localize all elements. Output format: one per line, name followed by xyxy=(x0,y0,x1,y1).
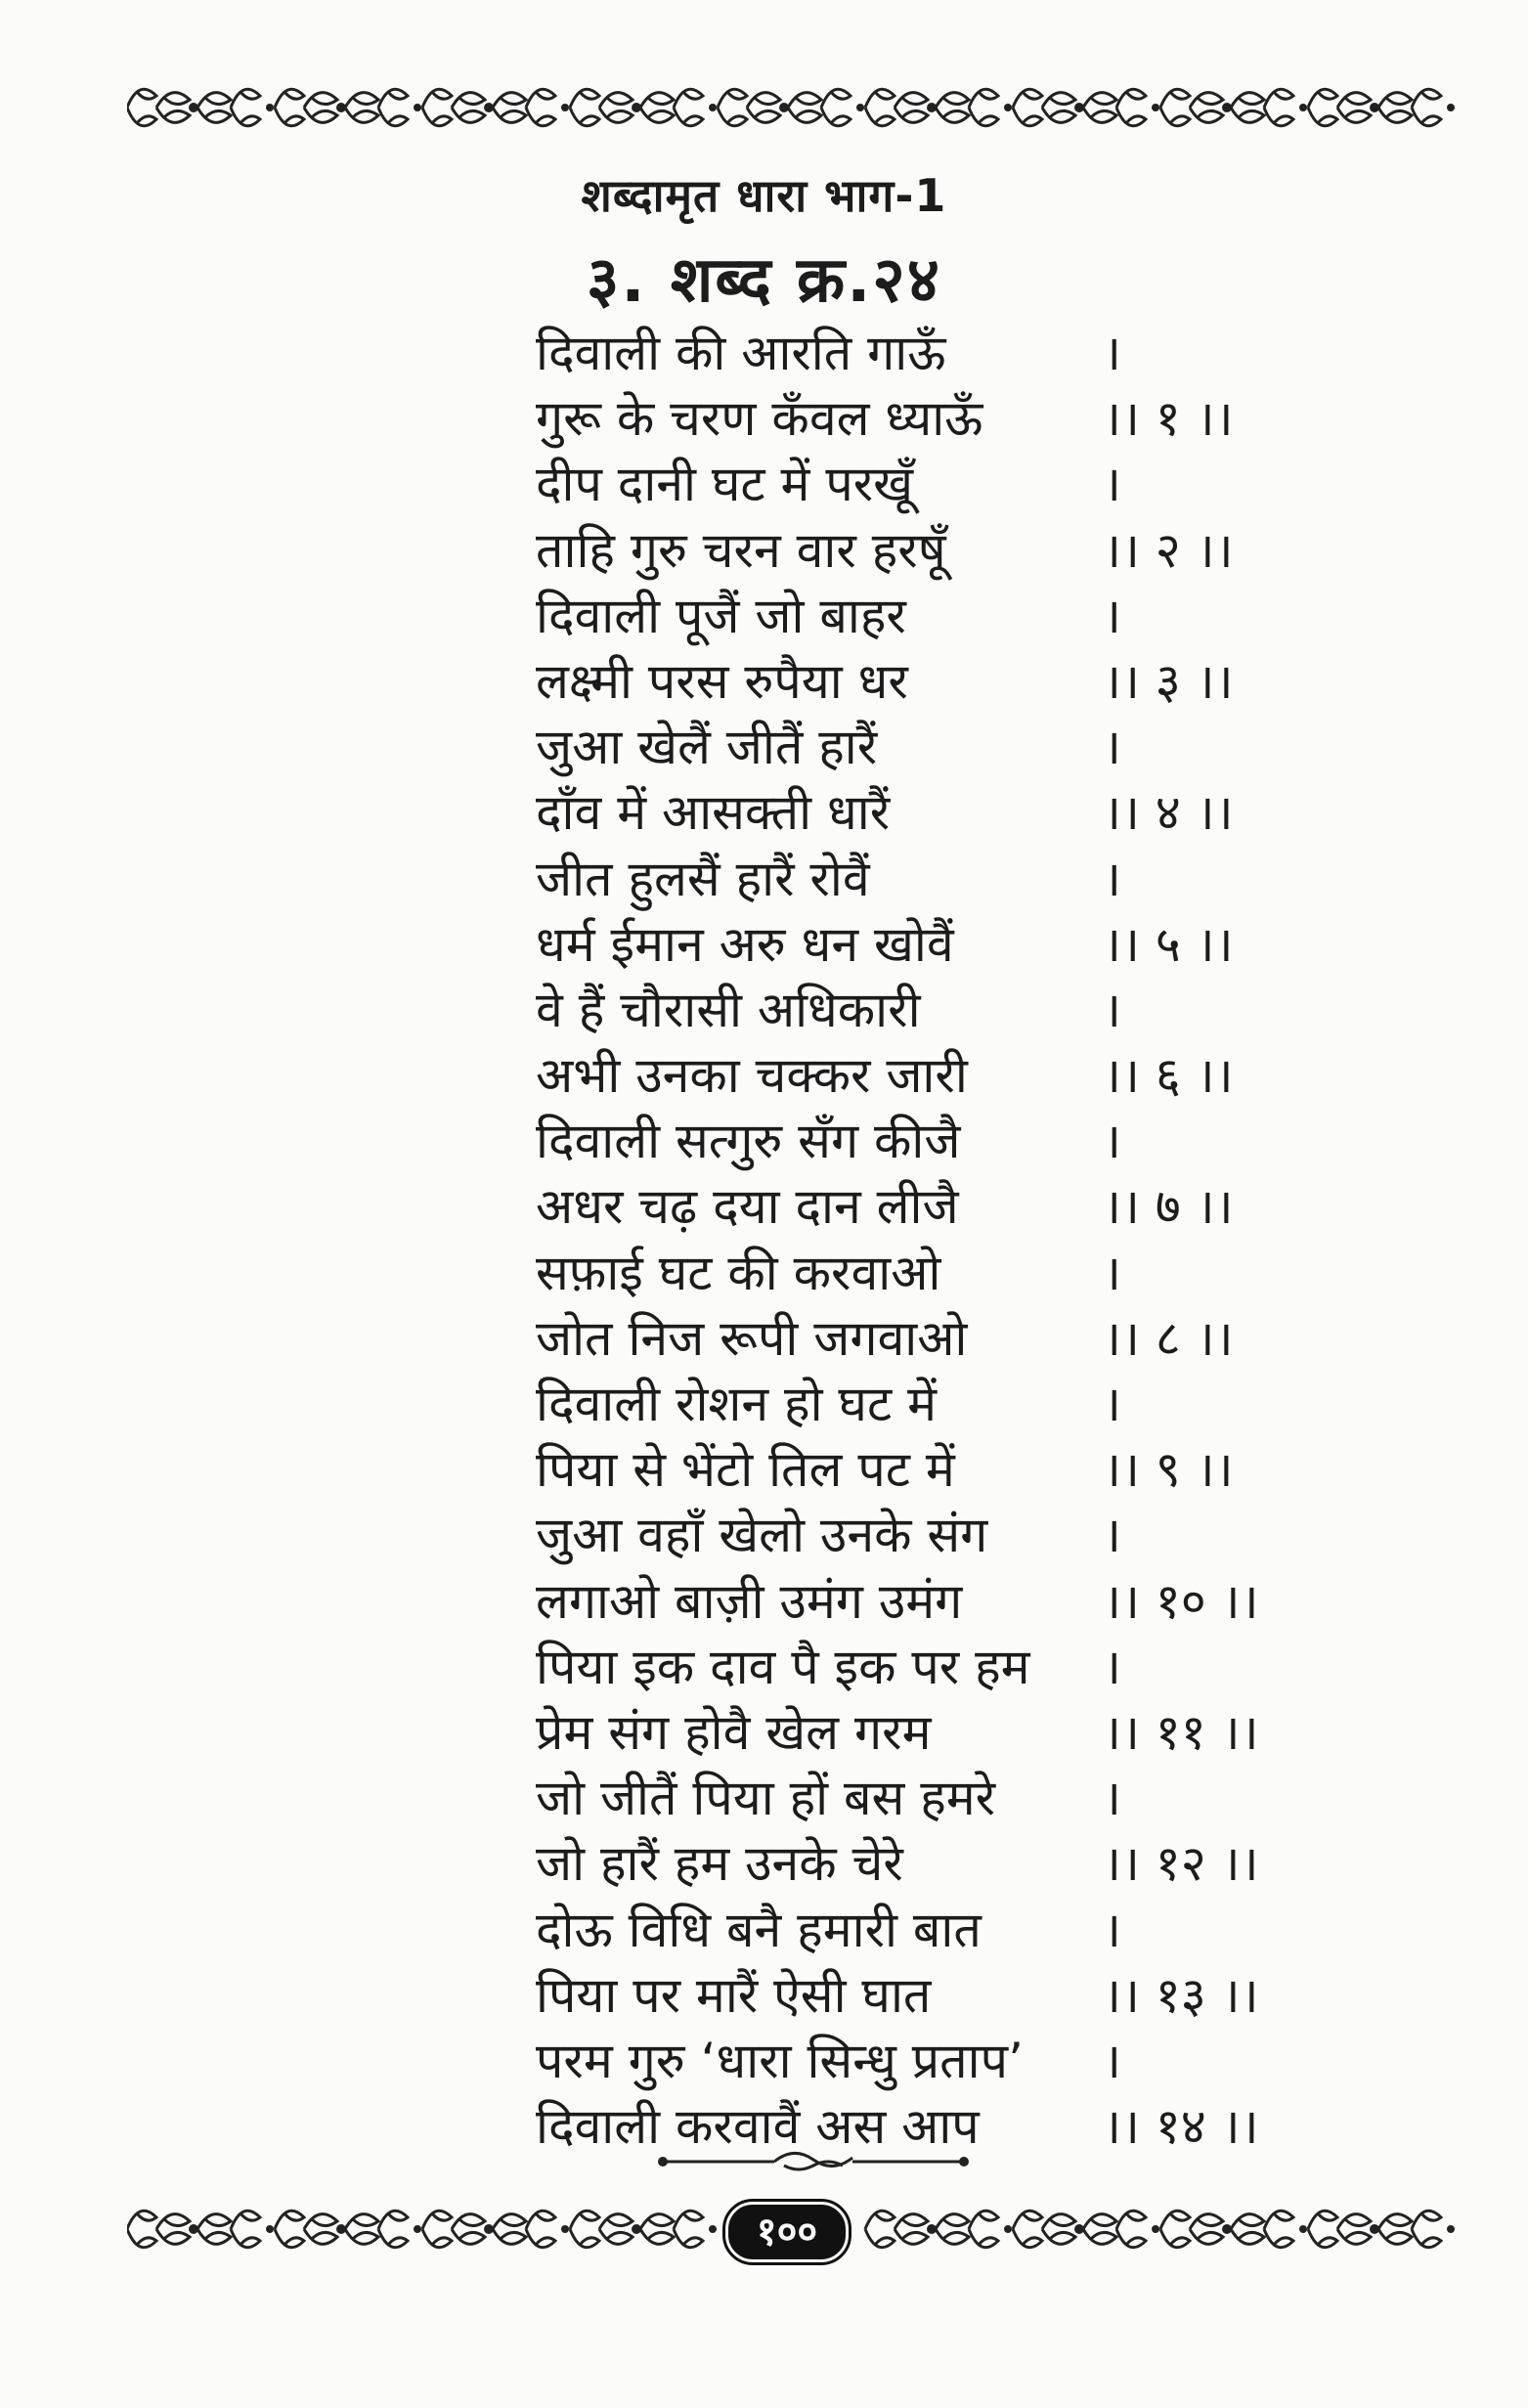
verse-line xyxy=(536,847,1279,912)
verse-text: परम गुरु ‘धारा सिन्धु प्रताप’ xyxy=(536,2032,1024,2089)
verse-text: सफ़ाई घट की करवाओ xyxy=(536,1244,941,1301)
verse-text: दीप दानी घट में परखूँ xyxy=(536,456,914,513)
verse-mark: ।। ३ ।। xyxy=(1103,652,1234,710)
verse-line xyxy=(536,1700,1279,1766)
verse-line xyxy=(536,780,1279,846)
verse-text: पिया से भेंटो तिल पट में xyxy=(536,1441,955,1499)
top-decorative-border xyxy=(127,64,1457,152)
shabad-title: ३. शब्द क्र.२४ xyxy=(587,244,941,317)
verse-mark: ।। १० ।। xyxy=(1103,1572,1259,1630)
verse-text: दिवाली की आरति गाऊँ xyxy=(536,325,946,381)
verse-text: दिवाली पूजैं जो बाहर xyxy=(536,587,906,644)
verse-text: धर्म ईमान अरु धन खोवैं xyxy=(536,915,954,973)
verse-line xyxy=(536,1306,1279,1372)
verse-line xyxy=(536,518,1279,584)
verse-text: पिया पर मारैं ऐसी घात xyxy=(536,1966,932,2024)
verse-mark: ।। ६ ।। xyxy=(1103,1047,1234,1105)
verse-mark: ।। ७ ।। xyxy=(1103,1178,1234,1236)
verse-text: जीत हुलसैं हारैं रोवैं xyxy=(536,850,870,907)
verse-text: दोऊ विधि बनै हमारी बात xyxy=(536,1901,982,1958)
book-title: शब्दामृत धारा भाग-1 xyxy=(581,169,947,222)
verse-mark: । xyxy=(1103,325,1121,381)
verse-text: अधर चढ़ दया दान लीजै xyxy=(536,1178,959,1236)
verse-mark: । xyxy=(1103,1113,1121,1170)
verse-line xyxy=(536,1635,1279,1700)
verse-line xyxy=(536,1963,1279,2029)
verse-mark: ।। ८ ।। xyxy=(1103,1309,1234,1367)
page-number-badge xyxy=(725,2202,849,2262)
verse-text: पिया इक दाव पै इक पर हम xyxy=(536,1638,1030,1695)
verse-line xyxy=(536,912,1279,978)
verse-line xyxy=(536,1174,1279,1240)
verse-text: वे हैं चौरासी अधिकारी xyxy=(536,981,921,1038)
page-number: १०० xyxy=(756,2210,818,2255)
verse-line xyxy=(536,584,1279,649)
verse-mark: । xyxy=(1103,1901,1121,1958)
verse-mark: ।। १३ ।। xyxy=(1103,1966,1259,2024)
verse-mark: । xyxy=(1103,850,1121,907)
verse-line xyxy=(536,1831,1279,1897)
verse-text: अभी उनका चक्कर जारी xyxy=(536,1047,968,1105)
verse-mark: । xyxy=(1103,587,1121,644)
verse-line xyxy=(536,715,1279,780)
verse-mark: ।। १२ ।। xyxy=(1103,1835,1259,1893)
verse-text: प्रेम संग होवै खेल गरम xyxy=(536,1703,932,1761)
verse-text: ताहि गुरु चरन वार हरषूँ xyxy=(536,521,946,579)
verse-line xyxy=(536,1437,1279,1503)
verse-mark: । xyxy=(1103,1376,1121,1432)
verse-mark: । xyxy=(1103,981,1121,1038)
verse-line xyxy=(536,978,1279,1043)
verse-list xyxy=(536,321,1279,2160)
verse-mark: ।। ४ ।। xyxy=(1103,784,1234,842)
verse-line xyxy=(536,1241,1279,1306)
verse-text: लगाओ बाज़ी उमंग उमंग xyxy=(536,1572,963,1630)
verse-line xyxy=(536,452,1279,517)
verse-text: जो हारैं हम उनके चेरे xyxy=(536,1835,903,1893)
verse-line xyxy=(536,321,1279,386)
verse-line xyxy=(536,1109,1279,1174)
verse-text: दाँव में आसक्ती धारैं xyxy=(536,784,891,842)
verse-line xyxy=(536,1503,1279,1568)
verse-text: दिवाली सत्गुरु सँग कीजै xyxy=(536,1113,961,1170)
verse-line xyxy=(536,1043,1279,1109)
verse-mark: ।। ५ ।। xyxy=(1103,915,1234,973)
verse-line xyxy=(536,1898,1279,1963)
verse-mark: । xyxy=(1103,1507,1121,1564)
verse-text: जो जीतैं पिया हों बस हमरे xyxy=(536,1770,996,1827)
verse-mark: ।। ११ ।। xyxy=(1103,1703,1259,1761)
verse-line xyxy=(536,1766,1279,1831)
verse-text: जुआ वहाँ खेलो उनके संग xyxy=(536,1507,988,1564)
verse-mark: ।। २ ।। xyxy=(1103,521,1234,579)
verse-text: गुरू के चरण कँवल ध्याऊँ xyxy=(536,390,983,448)
verse-text: जोत निज रूपी जगवाओ xyxy=(536,1309,968,1367)
verse-text: दिवाली रोशन हो घट में xyxy=(536,1376,937,1432)
verse-mark: । xyxy=(1103,2032,1121,2089)
verse-mark: । xyxy=(1103,456,1121,513)
verse-line xyxy=(536,2029,1279,2094)
verse-text: दिवाली करवावैं अस आप xyxy=(536,2098,980,2156)
verse-mark: । xyxy=(1103,1638,1121,1695)
verse-mark: ।। ९ ।। xyxy=(1103,1441,1234,1499)
verse-mark: ।। १४ ।। xyxy=(1103,2098,1259,2156)
verse-line xyxy=(536,1372,1279,1437)
verse-mark: ।। १ ।। xyxy=(1103,390,1234,448)
verse-text: लक्ष्मी परस रुपैया धर xyxy=(536,652,908,710)
verse-mark: । xyxy=(1103,719,1121,776)
verse-mark: । xyxy=(1103,1244,1121,1301)
verse-line xyxy=(536,386,1279,452)
verse-line xyxy=(536,1569,1279,1635)
verse-mark: । xyxy=(1103,1770,1121,1827)
verse-text: जुआ खेलैं जीतैं हारैं xyxy=(536,719,878,776)
section-end-ornament-icon xyxy=(657,2147,970,2176)
verse-line xyxy=(536,649,1279,715)
